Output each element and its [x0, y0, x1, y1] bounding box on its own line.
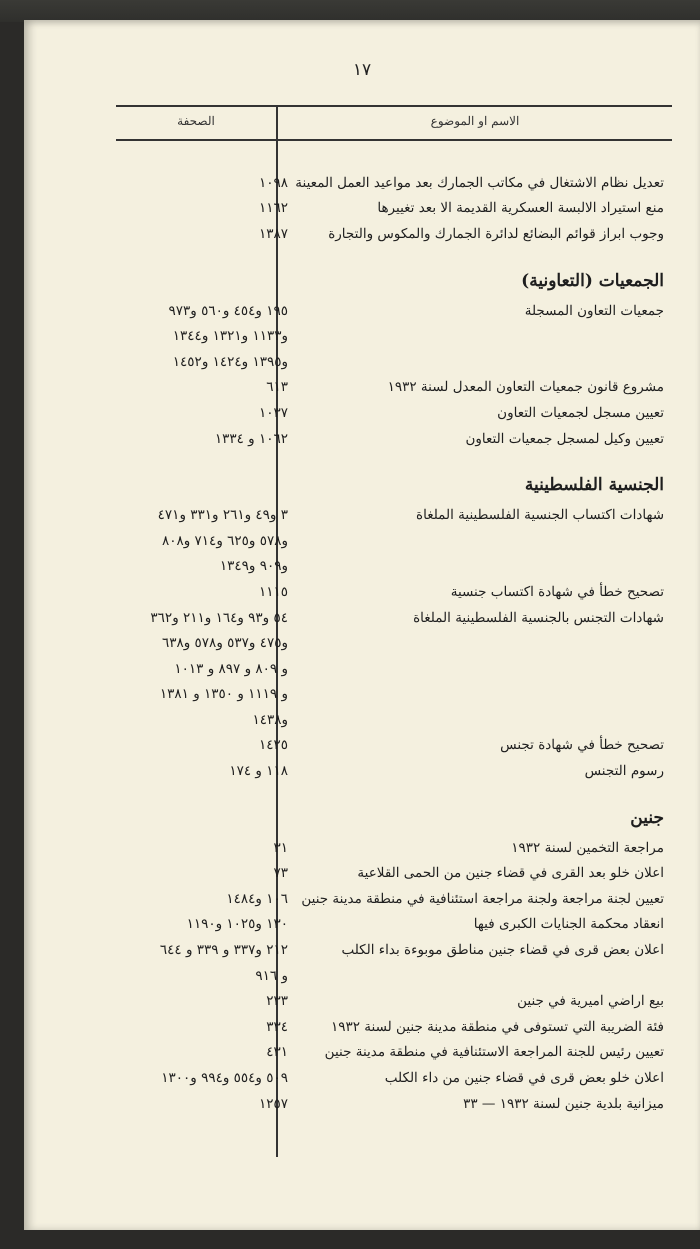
header-bottom-rule: [116, 139, 672, 141]
page-ref-cell: ٣١: [273, 839, 288, 856]
index-row: [116, 1040, 672, 1066]
page-ref-cell: ٢١٢ و٣٣٧ و ٣٣٩ و ٦٤٤: [159, 942, 288, 959]
index-row: [116, 554, 672, 580]
subject-cell: تعديل نظام الاشتغال في مكاتب الجمارك بعد مواعيد العمل المعينة: [295, 174, 664, 191]
subject-cell: وجوب ابراز قوائم البضائع لدائرة الجمارك والمكوس والتجارة: [328, 225, 664, 242]
page-ref-cell: ٢٣٣: [266, 993, 288, 1010]
page-ref-cell: ١٩٥ و٤٥٤ و٥٦٠ و٩٧٣: [168, 302, 288, 319]
index-row: [116, 502, 672, 528]
page-ref-cell: و٤٧٥ و٥٣٧ و٥٧٨ و٦٣٨: [161, 635, 288, 652]
subject-cell: مراجعة التخمين لسنة ١٩٣٢: [511, 839, 664, 856]
page-ref-cell: ١٤٢٥: [258, 737, 288, 754]
index-row: [116, 835, 672, 861]
page-ref-cell: ٣ و٤٩ و٢٦١ و٣٣١ و٤٧١: [157, 507, 288, 524]
subject-cell: تصحيح خطأ في شهادة اكتساب جنسية: [450, 583, 664, 600]
page-ref-cell: ٥٤ و٩٣ و١٦٤ و٢١١ و٣٦٢: [150, 609, 288, 626]
subject-cell: ميزانية بلدية جنين لسنة ١٩٣٢ — ٣٣: [463, 1095, 664, 1112]
page-ref-cell: ١٠٩٨: [258, 174, 288, 191]
subject-cell: اعلان خلو بعد القرى في قضاء جنين من الحمى القلاعية: [357, 865, 664, 882]
index-row: [116, 1014, 672, 1040]
page-ref-cell: و١١٣٣ و١٣٢١ و١٣٤٤: [172, 328, 288, 345]
section-heading: الجنسية الفلسطينية: [524, 475, 664, 496]
spacer-row: [116, 451, 672, 468]
spacer-row: [116, 247, 672, 264]
subject-cell: تصحيح خطأ في شهادة تجنس: [500, 737, 664, 754]
spacer-row: [116, 784, 672, 801]
subject-cell: جمعيات التعاون المسجلة: [524, 302, 664, 319]
index-row: [116, 886, 672, 912]
index-row: [116, 988, 672, 1014]
index-row: [116, 426, 672, 452]
subject-cell: رسوم التجنس: [584, 763, 664, 780]
section-heading-row: [116, 801, 672, 835]
page-ref-cell: و ٩١٦: [255, 967, 288, 984]
page-ref-cell: و١٣٩٥ و١٤٢٤ و١٤٥٢: [172, 353, 288, 370]
page-ref-cell: ١١١٥: [258, 583, 288, 600]
subject-cell: مشروع قانون جمعيات التعاون المعدل لسنة ١٩٣٢: [387, 379, 664, 396]
index-row: [116, 758, 672, 784]
index-row: [116, 579, 672, 605]
index-row: [116, 860, 672, 886]
page-ref-cell: و ٨٠٩ و ٨٩٧ و ١٠١٣: [174, 660, 288, 677]
index-row: [116, 707, 672, 733]
index-row: [116, 323, 672, 349]
page-ref-cell: ١٠٦٢ و ١٣٣٤: [214, 430, 288, 447]
page-ref-cell: ١٠٦ و١٤٨٤: [226, 890, 288, 907]
page-ref-cell: و ١١١٩ و ١٣٥٠ و ١٣٨١: [159, 686, 288, 703]
index-row: [116, 375, 672, 401]
index-row: [116, 1091, 672, 1117]
subject-cell: فئة الضريبة التي تستوفى في منطقة مدينة جنين لسنة ١٩٣٢: [330, 1018, 664, 1035]
document-page: [24, 20, 700, 1230]
index-row: [116, 733, 672, 759]
index-row: [116, 528, 672, 554]
page-ref-cell: ١٢٥٧: [258, 1095, 288, 1112]
subject-cell: انعقاد محكمة الجنايات الكبرى فيها: [473, 916, 664, 933]
page-ref-cell: ٦١٣: [266, 379, 288, 396]
subject-cell: اعلان بعض قرى في قضاء جنين مناطق موبوءة بداء الكلب: [341, 942, 664, 959]
page-ref-cell: و٥٧٨ و٦٢٥ و٧١٤ و٨٠٨: [161, 532, 288, 549]
index-row: [116, 605, 672, 631]
index-row: [116, 630, 672, 656]
subject-cell: بيع اراضي اميرية في جنين: [517, 993, 664, 1010]
index-row: [116, 682, 672, 708]
page-ref-cell: ١٣٠ و١٠٢٥ و١١٩٠: [186, 916, 288, 933]
subject-column-header: الاسم او الموضوع: [430, 114, 520, 128]
page-ref-cell: و٩٠٩ و١٣٤٩: [219, 558, 288, 575]
page-ref-cell: ٥٠٩ و٥٥٤ و٩٩٤ و١٣٠٠: [161, 1070, 288, 1087]
section-heading-row: [116, 468, 672, 502]
section-heading-row: [116, 264, 672, 298]
subject-cell: شهادات التجنس بالجنسية الفلسطينية الملغاة: [413, 609, 664, 626]
index-row: [116, 349, 672, 375]
scanner-frame-top: [0, 0, 700, 22]
page-ref-cell: ١١٦٢: [258, 200, 288, 217]
page-ref-cell: ١٠٣٧: [258, 404, 288, 421]
page-ref-cell: ١١٨ و ١٧٤: [229, 763, 288, 780]
subject-cell: منع استيراد الالبسة العسكرية القديمة الا بعد تغييرها: [377, 200, 664, 217]
subject-cell: تعيين رئيس للجنة المراجعة الاستئنافية في منطقة مدينة جنين: [324, 1044, 664, 1061]
index-row: [116, 196, 672, 222]
index-row: [116, 1065, 672, 1091]
page-ref-cell: ٤٣١: [266, 1044, 288, 1061]
index-row: [116, 937, 672, 963]
page-column-header: الصحفة: [177, 114, 215, 128]
index-row: [116, 912, 672, 938]
subject-cell: اعلان خلو بعض قرى في قضاء جنين من داء الكلب: [384, 1070, 664, 1087]
page-ref-cell: ٣٣٤: [266, 1018, 288, 1035]
section-heading: الجمعيات (التعاونية): [521, 270, 664, 291]
page-number: ١٧: [352, 60, 372, 80]
index-row: [116, 400, 672, 426]
page-ref-cell: ١٣٨٧: [258, 225, 288, 242]
index-table-body: [116, 170, 672, 1116]
page-ref-cell: و١٤٣٨: [252, 711, 288, 728]
section-heading: جنين: [630, 807, 664, 828]
index-row: [116, 298, 672, 324]
index-row: [116, 656, 672, 682]
page-ref-cell: ٧٣: [273, 865, 288, 882]
index-row: [116, 221, 672, 247]
subject-cell: تعيين لجنة مراجعة ولجنة مراجعة استئنافية في منطقة مدينة جنين: [301, 890, 664, 907]
index-row: [116, 963, 672, 989]
subject-cell: شهادات اكتساب الجنسية الفلسطينية الملغاة: [416, 507, 664, 524]
index-row: [116, 170, 672, 196]
subject-cell: تعيين وكيل لمسجل جمعيات التعاون: [465, 430, 664, 447]
subject-cell: تعيين مسجل لجمعيات التعاون: [497, 404, 664, 421]
